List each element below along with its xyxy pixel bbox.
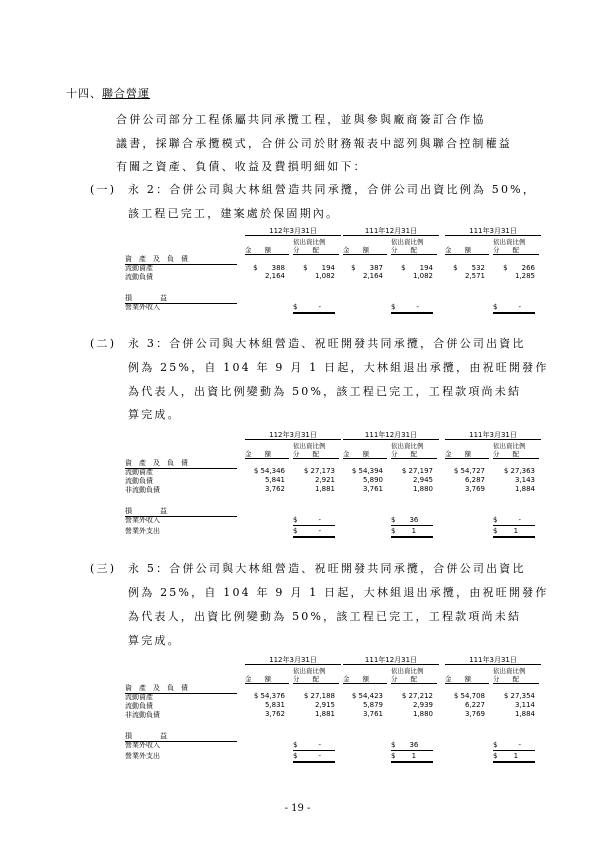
cell-value: 5,879	[362, 701, 383, 709]
cell-value: $ -	[293, 526, 335, 538]
block-3-line-3: 為代表人，出資比例變動為 50%，該工程已完工，工程款項尚未結	[128, 610, 522, 623]
row-label: 流動負債	[125, 273, 153, 281]
amount-header: 金 額	[245, 674, 289, 684]
cell-value: $ -	[493, 302, 535, 314]
cell-value: 1,082	[412, 272, 433, 280]
block-2-line-1: 永 3：合併公司與大林組營造、祝旺開發共同承攬，合併公司出資比	[128, 337, 526, 350]
section-label: 資 產 及 負 債	[125, 458, 237, 469]
amount-header: 金 額	[445, 674, 489, 684]
cell-value: 2,939	[412, 701, 433, 709]
cell-value: $ 27,188	[303, 692, 335, 700]
section-title: 聯合營運	[102, 87, 150, 100]
cell-value: 6,287	[464, 476, 485, 484]
row-label: 營業外收入	[125, 303, 160, 311]
section-label: 資 產 及 負 債	[125, 254, 237, 265]
joint-table-1	[125, 226, 545, 313]
period-header: 112年3月31日	[245, 430, 341, 440]
cell-value: $ 54,346	[253, 467, 285, 475]
share-top: 依出資比例	[493, 238, 526, 246]
cell-value: $ -	[293, 515, 335, 526]
share-top: 依出資比例	[391, 667, 424, 675]
amount-header: 金 額	[343, 449, 387, 459]
cell-value: 3,114	[514, 701, 535, 709]
period-header: 111年3月31日	[445, 226, 541, 236]
cell-value: 2,571	[464, 272, 485, 280]
intro-line-3: 有關之資產、負債、收益及費損明細如下：	[116, 160, 367, 173]
block-2-marker: (二)	[90, 337, 117, 350]
period-header: 111年12月31日	[343, 655, 439, 665]
share-top: 依出資比例	[293, 238, 326, 246]
cell-value: 1,880	[412, 485, 433, 493]
row-label: 非流動負債	[125, 486, 160, 494]
row-label: 流動資產	[125, 693, 153, 701]
amount-header: 金 額	[445, 245, 489, 255]
intro-line-2: 議書，採聯合承攬模式，合併公司於財務報表中認列與聯合控制權益	[116, 137, 512, 150]
joint-table-2	[125, 430, 545, 537]
share-bottom: 分 配	[493, 245, 539, 255]
joint-table-3	[125, 655, 545, 762]
cell-value: $ 532	[453, 264, 485, 272]
cell-value: $ 266	[503, 264, 535, 272]
cell-value: 1,881	[314, 710, 335, 718]
row-label: 非流動負債	[125, 711, 160, 719]
period-header: 111年3月31日	[445, 430, 541, 440]
block-2-line-2: 例為 25%，自 104 年 9 月 1 日起，大林組退出承攬，由祝旺開發作	[128, 361, 549, 374]
share-bottom: 分 配	[293, 449, 339, 459]
cell-value: 3,769	[464, 485, 485, 493]
row-label: 流動負債	[125, 477, 153, 485]
share-bottom: 分 配	[493, 674, 539, 684]
block-3-marker: (三)	[90, 562, 117, 575]
cell-value: $ 1	[391, 526, 433, 538]
amount-header: 金 額	[343, 674, 387, 684]
cell-value: 2,945	[412, 476, 433, 484]
cell-value: $ -	[293, 751, 335, 763]
cell-value: $ -	[391, 302, 433, 314]
cell-value: $ 27,354	[503, 692, 535, 700]
page-number: - 19 -	[284, 803, 311, 814]
block-3-line-4: 算完成。	[128, 634, 181, 647]
block-3-line-2: 例為 25%，自 104 年 9 月 1 日起，大林組退出承攬，由祝旺開發作	[128, 586, 549, 599]
share-bottom: 分 配	[391, 245, 437, 255]
pl-label: 損 益	[125, 293, 237, 304]
section-heading	[66, 85, 150, 101]
amount-header: 金 額	[245, 449, 289, 459]
cell-value: $ 1	[493, 526, 535, 538]
amount-header: 金 額	[245, 245, 289, 255]
share-top: 依出資比例	[391, 238, 424, 246]
cell-value: $ 54,727	[453, 467, 485, 475]
cell-value: $ 54,376	[253, 692, 285, 700]
amount-header: 金 額	[445, 449, 489, 459]
row-label: 流動資產	[125, 468, 153, 476]
block-2-line-3: 為代表人，出資比例變動為 50%，該工程已完工，工程款項尚未結	[128, 385, 522, 398]
cell-value: $ 36	[391, 515, 433, 526]
cell-value: $ 1	[391, 751, 433, 763]
cell-value: 3,769	[464, 710, 485, 718]
block-1-marker: (一)	[90, 183, 117, 196]
cell-value: $ 54,708	[453, 692, 485, 700]
cell-value: 3,761	[362, 485, 383, 493]
amount-header: 金 額	[343, 245, 387, 255]
block-3-line-1: 永 5：合併公司與大林組營造、祝旺開發共同承攬，合併公司出資比	[128, 562, 526, 575]
cell-value: $ -	[293, 302, 335, 314]
cell-value: 2,921	[314, 476, 335, 484]
cell-value: $ 27,363	[503, 467, 535, 475]
share-bottom: 分 配	[391, 449, 437, 459]
section-number: 十四、	[66, 87, 102, 100]
cell-value: $ -	[493, 740, 535, 751]
cell-value: 1,880	[412, 710, 433, 718]
row-label: 營業外支出	[125, 752, 160, 760]
cell-value: $ 194	[303, 264, 335, 272]
pl-label: 損 益	[125, 506, 237, 517]
block-1-line-1: 永 2：合併公司與大林組營造共同承攬，合併公司出資比例為 50%，	[128, 183, 537, 196]
cell-value: $ 1	[493, 751, 535, 763]
row-label: 流動負債	[125, 702, 153, 710]
period-header: 111年3月31日	[445, 655, 541, 665]
period-header: 112年3月31日	[245, 226, 341, 236]
row-label: 營業外收入	[125, 516, 160, 524]
row-label: 流動資產	[125, 264, 153, 272]
cell-value: 1,884	[514, 710, 535, 718]
section-label: 資 產 及 負 債	[125, 683, 237, 694]
cell-value: $ 54,394	[351, 467, 383, 475]
cell-value: 5,841	[264, 476, 285, 484]
cell-value: 5,831	[264, 701, 285, 709]
cell-value: $ 388	[253, 264, 285, 272]
share-top: 依出資比例	[293, 442, 326, 450]
cell-value: $ 27,212	[401, 692, 433, 700]
share-bottom: 分 配	[293, 245, 339, 255]
cell-value: 3,761	[362, 710, 383, 718]
cell-value: $ 387	[351, 264, 383, 272]
cell-value: $ 36	[391, 740, 433, 751]
block-2-line-4: 算完成。	[128, 408, 181, 421]
cell-value: 2,164	[264, 272, 285, 280]
row-label: 營業外收入	[125, 741, 160, 749]
period-header: 111年12月31日	[343, 226, 439, 236]
pl-label: 損 益	[125, 731, 237, 742]
block-1-line-2: 該工程已完工，建案處於保固期內。	[128, 207, 340, 220]
row-label: 營業外支出	[125, 527, 160, 535]
share-top: 依出資比例	[493, 442, 526, 450]
cell-value: 5,890	[362, 476, 383, 484]
cell-value: 1,881	[314, 485, 335, 493]
cell-value: $ 194	[401, 264, 433, 272]
share-bottom: 分 配	[493, 449, 539, 459]
cell-value: 3,762	[264, 710, 285, 718]
cell-value: 2,915	[314, 701, 335, 709]
share-top: 依出資比例	[391, 442, 424, 450]
cell-value: 6,227	[464, 701, 485, 709]
cell-value: 1,082	[314, 272, 335, 280]
cell-value: 1,884	[514, 485, 535, 493]
cell-value: $ 27,173	[303, 467, 335, 475]
share-top: 依出資比例	[493, 667, 526, 675]
cell-value: 3,762	[264, 485, 285, 493]
share-top: 依出資比例	[293, 667, 326, 675]
cell-value: $ -	[293, 740, 335, 751]
cell-value: $ 54,423	[351, 692, 383, 700]
share-bottom: 分 配	[391, 674, 437, 684]
cell-value: $ -	[493, 515, 535, 526]
period-header: 111年12月31日	[343, 430, 439, 440]
period-header: 112年3月31日	[245, 655, 341, 665]
cell-value: 1,285	[514, 272, 535, 280]
share-bottom: 分 配	[293, 674, 339, 684]
cell-value: 2,164	[362, 272, 383, 280]
intro-line-1: 合併公司部分工程係屬共同承攬工程，並與參與廠商簽訂合作協	[116, 113, 486, 126]
cell-value: $ 27,197	[401, 467, 433, 475]
cell-value: 3,143	[514, 476, 535, 484]
